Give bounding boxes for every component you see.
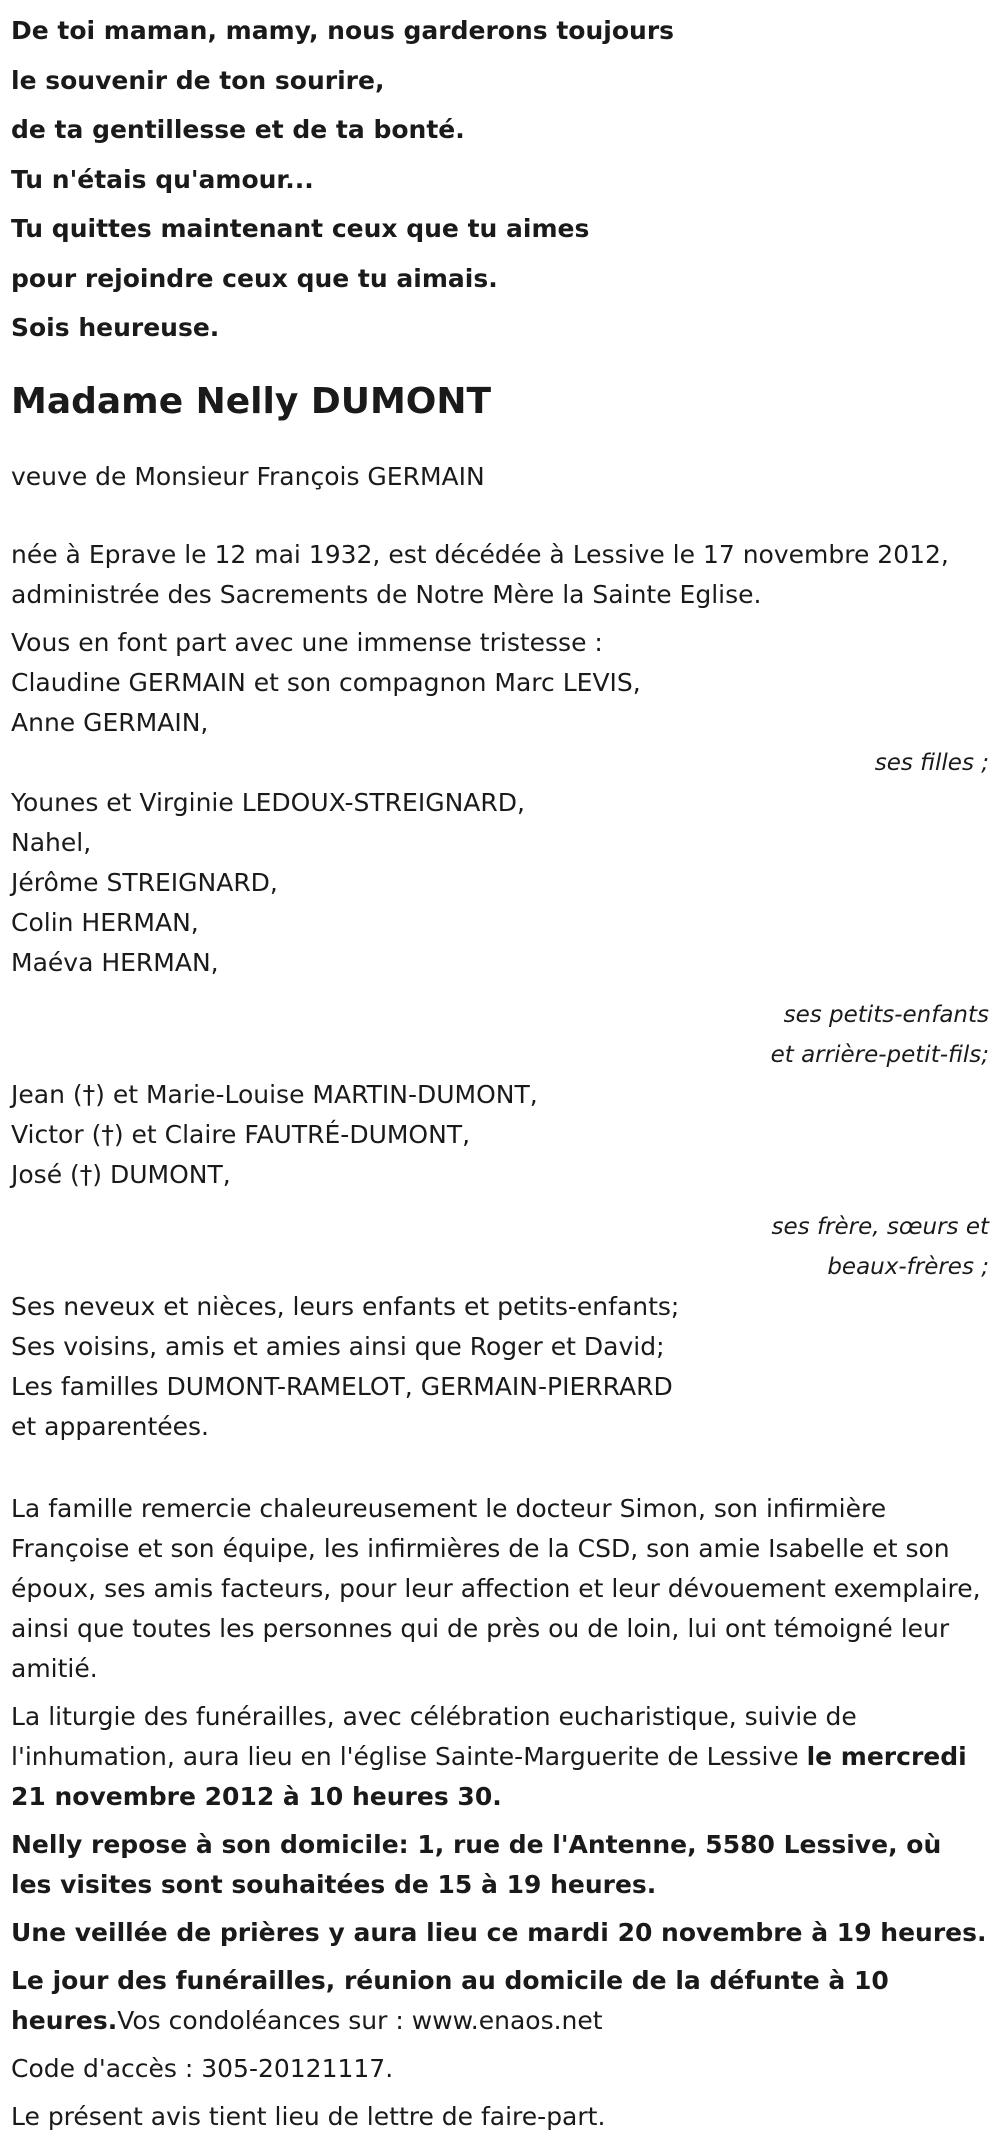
family-member: Victor (†) et Claire FAUTRÉ-DUMONT, (11, 1119, 471, 1149)
announcement-intro: Vous en font part avec une immense tristesse : (11, 627, 603, 657)
family-member: Colin HERMAN, (11, 907, 199, 937)
meeting-paragraph (11, 1961, 989, 2041)
poem (11, 0, 989, 353)
repose-text: Nelly repose à son domicile: 1, rue de l'Antenne, 5580 Lessive, où les visites sont souhaitées de 15 à 19 heures. (11, 1829, 942, 1899)
family-line: Ses voisins, amis et amies ainsi que Roger et David; (11, 1331, 665, 1361)
family-member: Maéva HERMAN, (11, 947, 219, 977)
poem-line: Sois heureuse. (11, 313, 220, 342)
meeting-text: Le jour des funérailles, réunion au domicile de la défunte à 10 heures. (11, 1965, 889, 2035)
access-code: Code d'accès : 305-20121117. (11, 2053, 394, 2083)
poem-line: de ta gentillesse et de ta bonté. (11, 115, 465, 144)
deceased-name: Madame Nelly DUMONT (11, 380, 492, 422)
family-line: et apparentées. (11, 1411, 209, 1441)
poem-line: Tu quittes maintenant ceux que tu aimes (11, 214, 590, 243)
relation-label: beaux-frères ; (827, 1253, 989, 1280)
liturgy-text: La liturgie des funérailles, avec célébration eucharistique, suivie de l'inhumation, aura lieu en l'église Sainte-Marguerite de Lessive (11, 1701, 857, 1771)
family-member: Jérôme STREIGNARD, (11, 867, 278, 897)
siblings-names (11, 1075, 989, 1195)
family-member: Claudine GERMAIN et son compagnon Marc LEVIS, (11, 667, 641, 697)
repose-paragraph (11, 1825, 989, 1905)
thanks-paragraph: La famille remercie chaleureusement le docteur Simon, son infirmière Françoise et son équipe, les infirmières de la CSD, son amie Isabelle et son époux, ses amis facteurs, pour leur affection et leur dévouement exemplaire, ainsi que toutes les personnes qui de près ou de loin, lui ont témoigné leur amitié. (11, 1493, 981, 1683)
poem-line: le souvenir de ton sourire, (11, 65, 385, 95)
family-member: Anne GERMAIN, (11, 707, 209, 737)
relation-label: et arrière-petit-fils; (770, 1041, 989, 1068)
obituary-notice (11, 0, 989, 2137)
birth-death-paragraph: née à Eprave le 12 mai 1932, est décédée à Lessive le 17 novembre 2012, administrée des Sacrements de Notre Mère la Sainte Eglise. (11, 539, 949, 609)
poem-line: Tu n'étais qu'amour... (11, 164, 314, 194)
grandchildren-relation (11, 995, 989, 1075)
liturgy-date: le mercredi 21 novembre 2012 à 10 heures 30. (11, 1741, 967, 1811)
family-member: Younes et Virginie LEDOUX-STREIGNARD, (11, 787, 525, 817)
family-member: Jean (†) et Marie-Louise MARTIN-DUMONT, (11, 1079, 538, 1109)
spouse-line: veuve de Monsieur François GERMAIN (11, 461, 485, 491)
relation-label: ses filles ; (874, 749, 989, 776)
grandchildren-names (11, 783, 989, 983)
daughters-names (11, 663, 989, 743)
daughters-relation (11, 743, 989, 783)
relation-label: ses petits-enfants (783, 1001, 989, 1028)
vigil-text: Une veillée de prières y aura lieu ce mardi 20 novembre à 19 heures. (11, 1917, 987, 1947)
closing-line: Le présent avis tient lieu de lettre de faire-part. (11, 2101, 606, 2131)
siblings-relation (11, 1207, 989, 1287)
poem-line: pour rejoindre ceux que tu aimais. (11, 263, 498, 293)
condolences-text: Vos condoléances sur : www.enaos.net (117, 2005, 603, 2035)
poem-line: De toi maman, mamy, nous garderons toujours (11, 16, 675, 45)
relation-label: ses frère, sœurs et (771, 1213, 989, 1240)
family-member: José (†) DUMONT, (11, 1159, 231, 1189)
vigil-paragraph (11, 1913, 989, 1953)
liturgy-paragraph (11, 1697, 989, 1817)
family-line: Les familles DUMONT-RAMELOT, GERMAIN-PIERRARD (11, 1371, 673, 1401)
other-family (11, 1287, 989, 1447)
family-line: Ses neveux et nièces, leurs enfants et petits-enfants; (11, 1291, 680, 1321)
family-member: Nahel, (11, 827, 92, 857)
